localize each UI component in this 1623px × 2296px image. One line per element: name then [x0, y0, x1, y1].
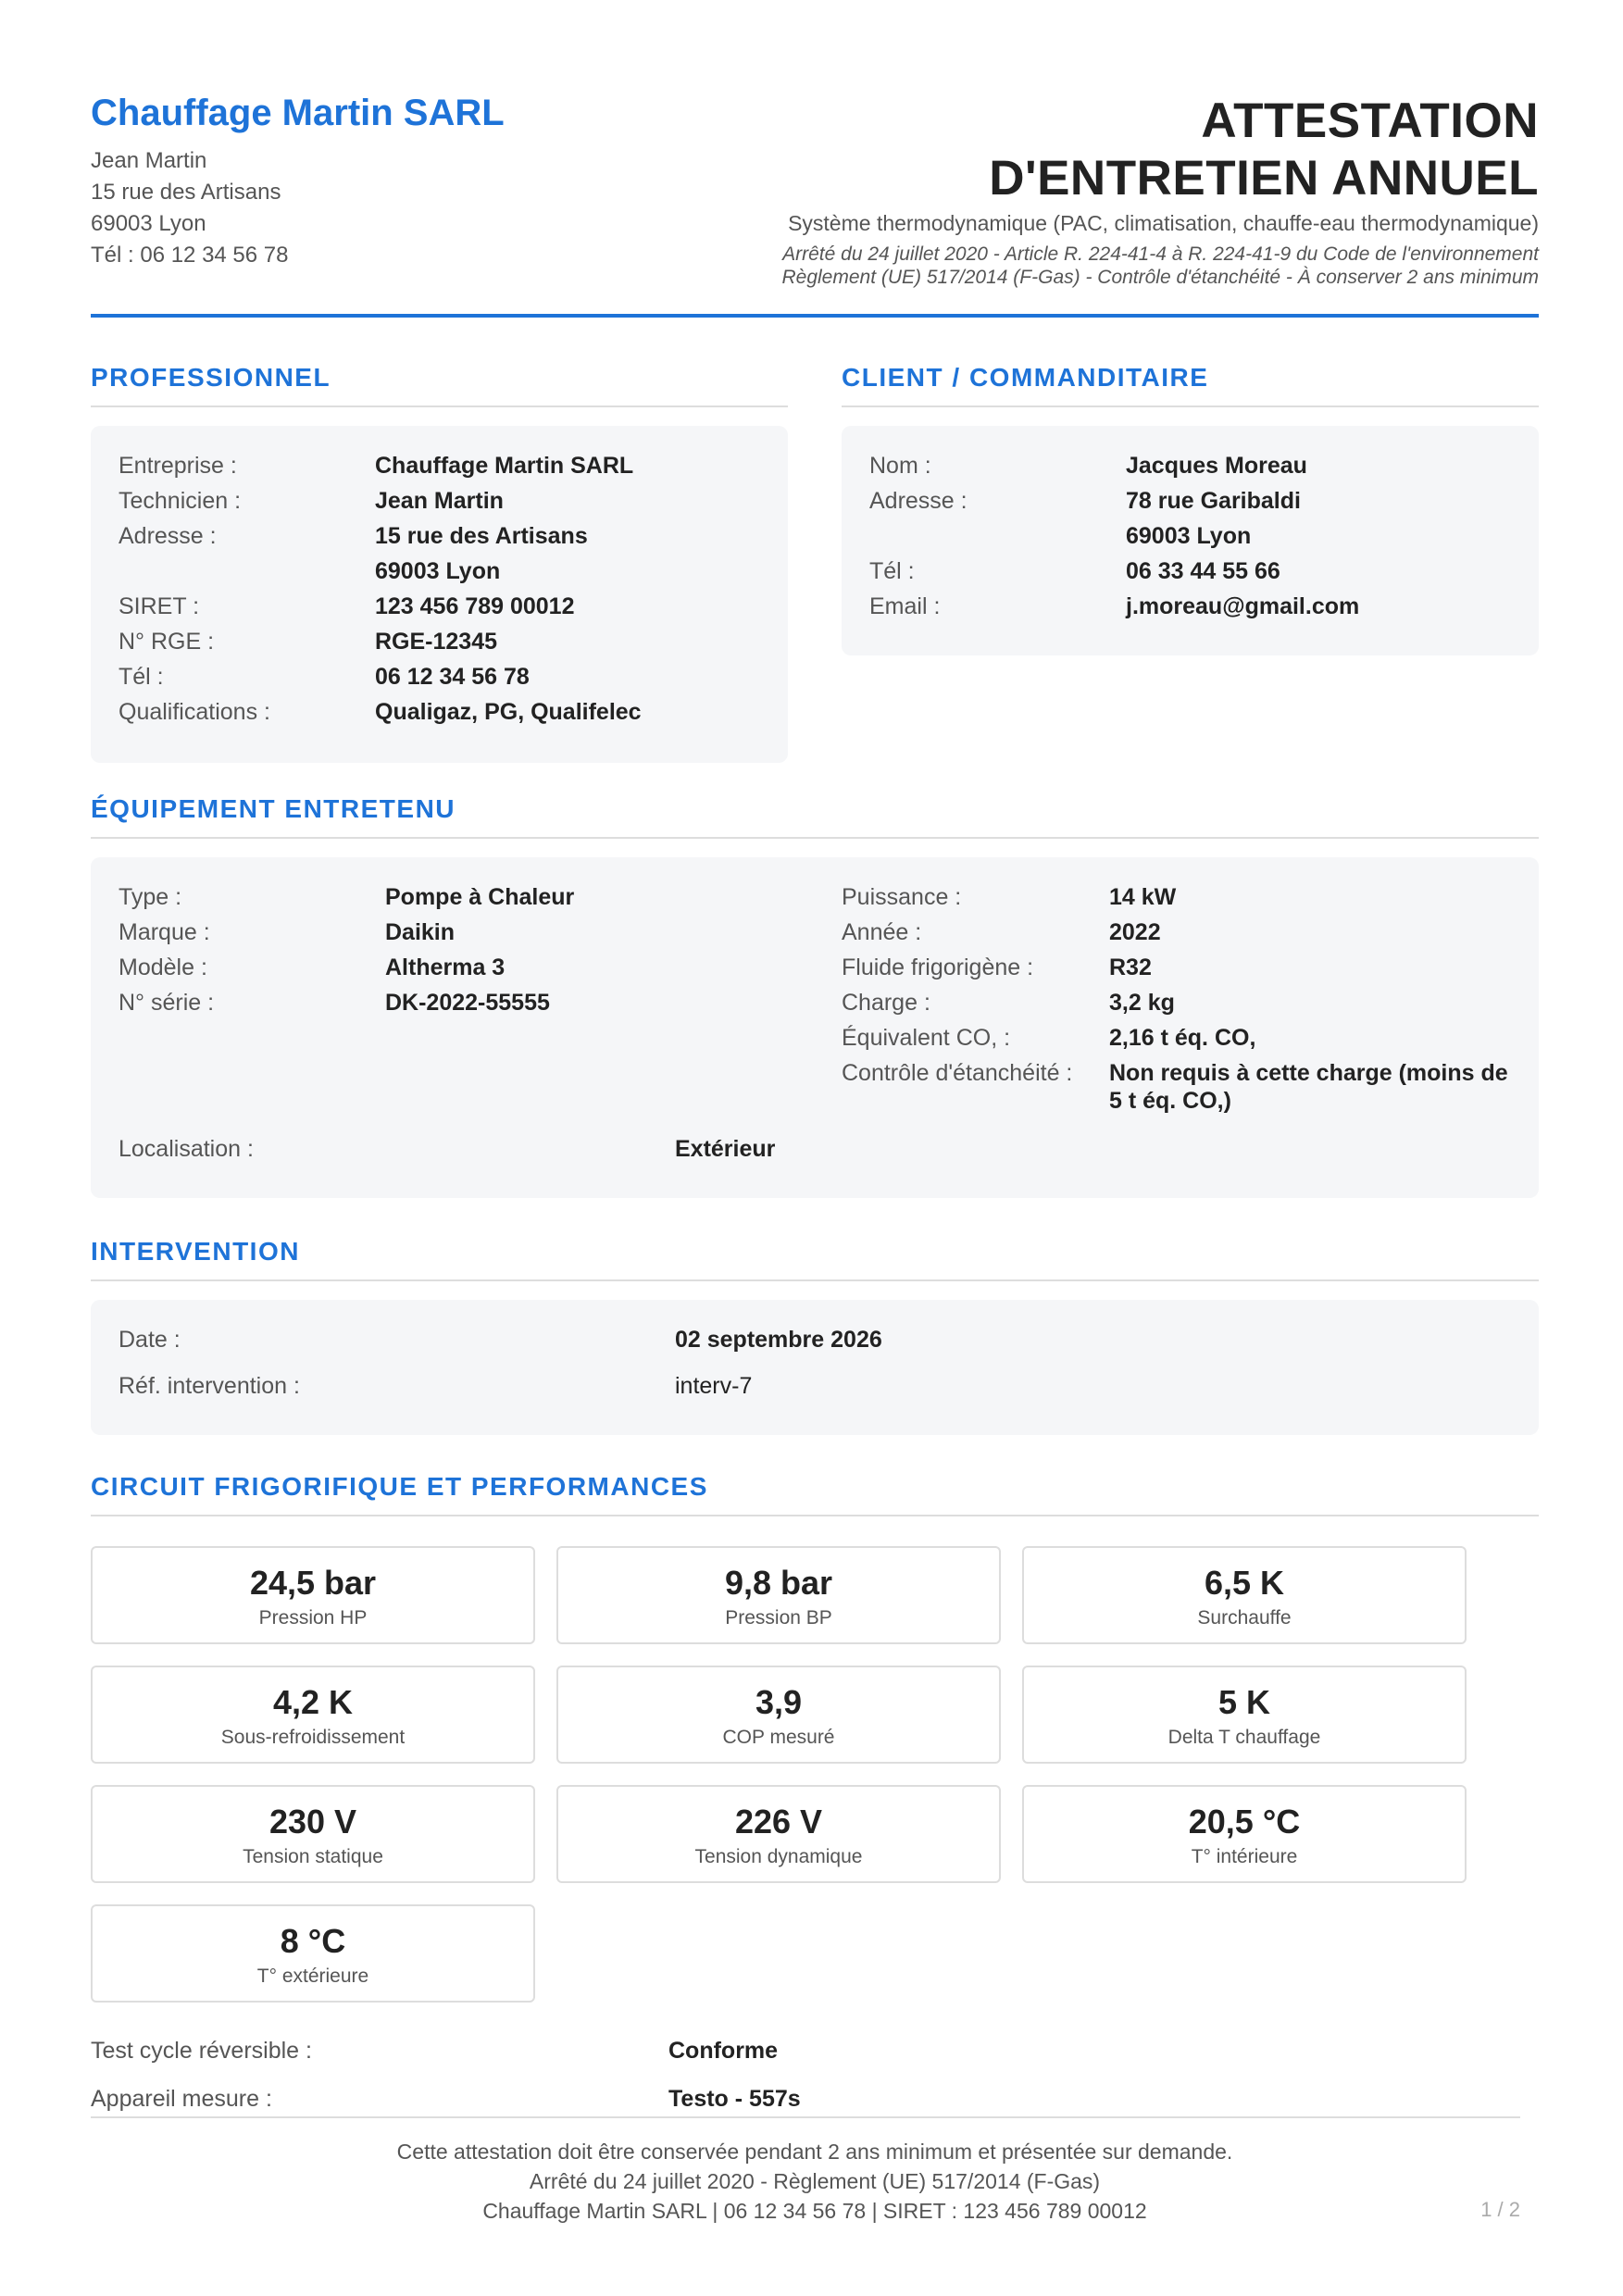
cycle-value: [668, 2033, 778, 2068]
measure-card-pression-hp: [91, 1546, 535, 1644]
appareil-value: [668, 2081, 801, 2116]
measure-card-tension-statique: [91, 1785, 535, 1883]
field-value: 123 456 789 00012: [375, 593, 575, 619]
field-label: Qualifications :: [119, 699, 270, 725]
equipement-right-labels: [842, 880, 1072, 1091]
field-label: Localisation :: [119, 1136, 254, 1162]
field-label: Email :: [869, 593, 941, 619]
field-label: Nom :: [869, 453, 931, 479]
measure-label: T° intérieure: [1191, 1846, 1298, 1867]
measure-card-surchauffe: [1022, 1546, 1467, 1644]
measure-label: Pression HP: [258, 1607, 368, 1628]
measure-value: 3,9: [755, 1683, 803, 1721]
client-email: j.moreau@gmail.com: [1126, 593, 1360, 619]
measure-card-delta-t: [1022, 1666, 1467, 1764]
measure-label: Pression BP: [725, 1607, 832, 1628]
section-title-equipement: ÉQUIPEMENT ENTRETENU: [91, 794, 1539, 839]
measure-label: COP mesuré: [722, 1727, 835, 1748]
localisation-label: [119, 1131, 254, 1167]
equipement-left-values: [385, 880, 574, 1020]
intervention-date-label: [119, 1322, 181, 1357]
equipement-left-labels: [119, 880, 214, 1020]
header-divider: [91, 314, 1539, 318]
field-value: Qualigaz, PG, Qualifelec: [375, 699, 642, 725]
measure-value: 230 V: [268, 1803, 357, 1841]
page-number: 1 / 2: [1480, 2198, 1520, 2221]
field-label: Tél :: [119, 664, 164, 690]
field-label: Date :: [119, 1327, 181, 1353]
field-value: 02 septembre 2026: [675, 1327, 882, 1353]
appareil-label: [91, 2081, 272, 2116]
field-value: Testo - 557s: [668, 2086, 801, 2112]
field-value: Pompe à Chaleur: [385, 884, 575, 910]
measure-label: Sous-refroidissement: [220, 1727, 406, 1748]
section-title-professionnel: PROFESSIONNEL: [91, 363, 788, 407]
localisation-value: [675, 1131, 775, 1167]
field-value: 78 rue Garibaldi: [1126, 488, 1301, 514]
section-title-circuit: CIRCUIT FRIGORIFIQUE ET PERFORMANCES: [91, 1472, 1539, 1516]
field-label: [869, 518, 968, 554]
field-value: 69003 Lyon: [375, 558, 501, 584]
measure-value: 24,5 bar: [249, 1564, 377, 1602]
intervention-date-value: [675, 1322, 882, 1357]
field-value: 3,2 kg: [1109, 990, 1175, 1016]
measure-value: 226 V: [734, 1803, 823, 1841]
measure-value: 4,2 K: [272, 1683, 354, 1721]
field-value: Conforme: [668, 2038, 779, 2064]
measure-value: 6,5 K: [1204, 1564, 1285, 1602]
field-label: Technicien :: [119, 488, 242, 514]
field-label: Équivalent CO, :: [842, 1025, 1011, 1051]
measure-value: 20,5 °C: [1188, 1803, 1301, 1841]
measure-card-temp-exterieure: [91, 1904, 535, 2003]
measure-label: T° extérieure: [256, 1965, 369, 1987]
field-label: Réf. intervention :: [119, 1373, 300, 1399]
reference-line-2: Règlement (UE) 517/2014 (F-Gas) - Contrôle d'étanchéité - À conserver 2 ans minimum: [781, 267, 1539, 288]
measure-card-sous-refroidissement: [91, 1666, 535, 1764]
company-contact: [91, 145, 289, 271]
intervention-box: [91, 1300, 1539, 1435]
equipement-right-values: [1109, 880, 1517, 1115]
field-value: RGE-12345: [375, 629, 498, 655]
measure-value: 5 K: [1217, 1683, 1271, 1721]
cycle-label: [91, 2033, 312, 2068]
regulatory-reference: [781, 243, 1539, 289]
measure-card-temp-interieure: [1022, 1785, 1467, 1883]
field-value: Jacques Moreau: [1126, 453, 1307, 479]
field-label: Test cycle réversible :: [91, 2038, 312, 2064]
field-value: Non requis à cette charge (moins de 5 t éq. CO,): [1109, 1060, 1508, 1114]
field-label: Adresse :: [869, 488, 968, 514]
footer-line-1: Cette attestation doit être conservée pendant 2 ans minimum et présentée sur demande.: [396, 2140, 1233, 2164]
client-values: [1126, 448, 1359, 624]
field-label: Modèle :: [119, 955, 207, 980]
field-value: 15 rue des Artisans: [375, 523, 588, 549]
measure-card-tension-dynamique: [556, 1785, 1001, 1883]
measure-label: Tension statique: [243, 1846, 383, 1867]
footer-divider: [91, 2116, 1520, 2118]
document-title: [989, 93, 1539, 207]
measure-value: 8 °C: [280, 1922, 346, 1960]
field-value: Extérieur: [675, 1136, 776, 1162]
reference-line-1: Arrêté du 24 juillet 2020 - Article R. 224-41-4 à R. 224-41-9 du Code de l'environnement: [782, 243, 1539, 265]
field-label: Charge :: [842, 990, 930, 1016]
field-label: Contrôle d'étanchéité :: [842, 1060, 1073, 1086]
field-value: DK-2022-55555: [385, 990, 550, 1016]
field-label: Type :: [119, 884, 182, 910]
measure-label: Tension dynamique: [694, 1846, 863, 1867]
field-value: R32: [1109, 955, 1152, 980]
field-value: interv-7: [675, 1373, 753, 1399]
section-title-intervention: INTERVENTION: [91, 1237, 1539, 1281]
contact-street: 15 rue des Artisans: [91, 180, 281, 205]
field-label: Fluide frigorigène :: [842, 955, 1034, 980]
field-label: Adresse :: [119, 523, 217, 549]
measure-card-cop: [556, 1666, 1001, 1764]
field-label: SIRET :: [119, 593, 200, 619]
title-line-2: D'ENTRETIEN ANNUEL: [989, 151, 1539, 206]
measure-label: Surchauffe: [1197, 1607, 1292, 1628]
professionnel-labels: [119, 448, 270, 730]
field-value: 06 33 44 55 66: [1126, 558, 1280, 584]
measure-label: Delta T chauffage: [1167, 1727, 1321, 1748]
field-label: Marque :: [119, 919, 210, 945]
field-label: Puissance :: [842, 884, 962, 910]
contact-phone: Tél : 06 12 34 56 78: [91, 243, 289, 268]
field-value: 2,16 t éq. CO,: [1109, 1025, 1256, 1051]
field-value: 14 kW: [1109, 884, 1177, 910]
footer-line-2: Arrêté du 24 juillet 2020 - Règlement (UE) 517/2014 (F-Gas): [529, 2169, 1101, 2193]
field-label: N° série :: [119, 990, 215, 1016]
footer: [91, 2137, 1539, 2226]
section-title-client: CLIENT / COMMANDITAIRE: [842, 363, 1539, 407]
intervention-ref-label: [119, 1368, 300, 1404]
title-line-1: ATTESTATION: [1201, 94, 1539, 148]
field-label: Tél :: [869, 558, 915, 584]
document-subtitle: Système thermodynamique (PAC, climatisation, chauffe-eau thermodynamique): [788, 211, 1539, 235]
measure-value: 9,8 bar: [724, 1564, 833, 1602]
contact-name: Jean Martin: [91, 148, 207, 173]
client-labels: [869, 448, 968, 624]
field-label: Entreprise :: [119, 453, 237, 479]
field-value: 06 12 34 56 78: [375, 664, 530, 690]
field-value: 69003 Lyon: [1126, 523, 1252, 549]
field-label: Année :: [842, 919, 922, 945]
company-name: Chauffage Martin SARL: [91, 93, 505, 133]
field-label: Appareil mesure :: [91, 2086, 272, 2112]
field-value: 2022: [1109, 919, 1161, 945]
field-value: Jean Martin: [375, 488, 504, 514]
field-value: Chauffage Martin SARL: [375, 453, 634, 479]
field-label: [119, 554, 270, 589]
professionnel-values: [375, 448, 642, 730]
field-value: Altherma 3: [385, 955, 506, 980]
footer-line-3: Chauffage Martin SARL | 06 12 34 56 78 | SIRET : 123 456 789 00012: [482, 2199, 1147, 2223]
field-value: Daikin: [385, 919, 456, 945]
measure-card-pression-bp: [556, 1546, 1001, 1644]
intervention-ref-value: [675, 1368, 752, 1404]
contact-city: 69003 Lyon: [91, 211, 206, 236]
field-label: N° RGE :: [119, 629, 215, 655]
